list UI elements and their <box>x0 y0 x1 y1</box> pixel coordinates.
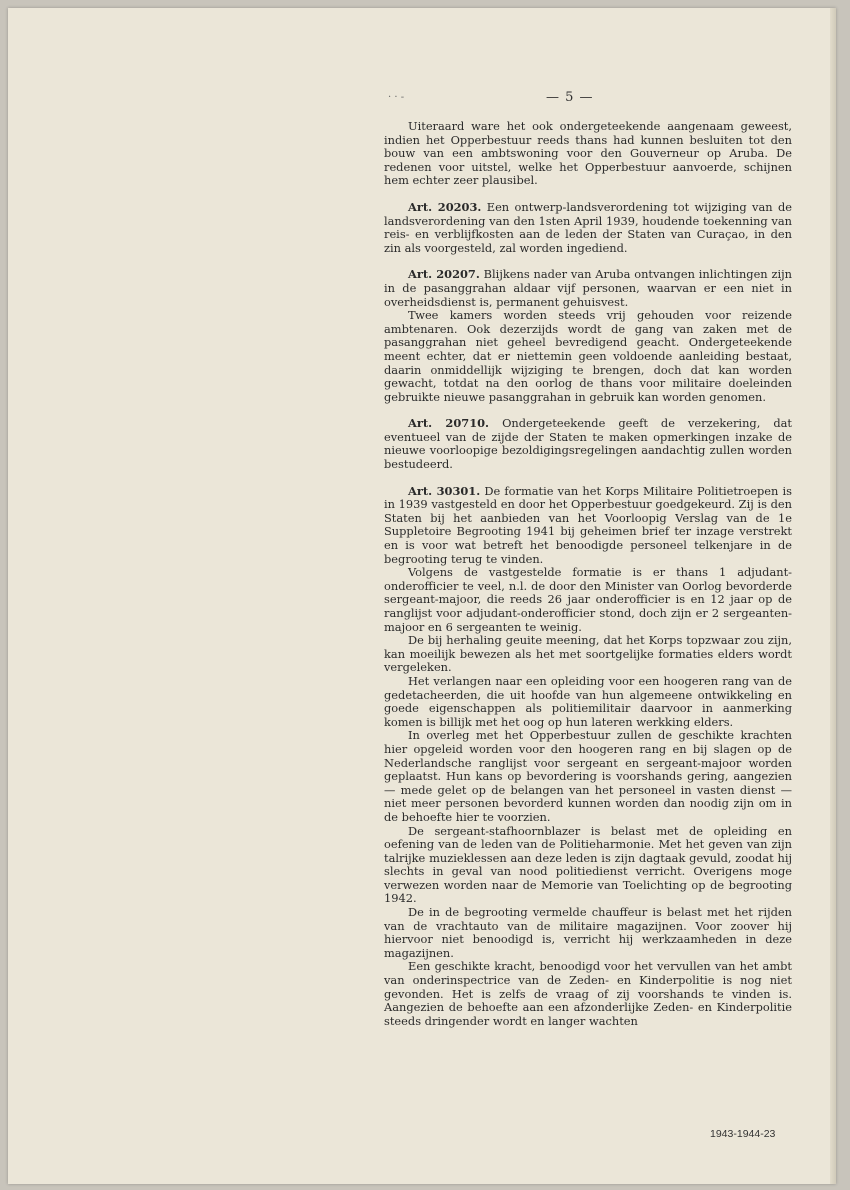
paragraph-text: De in de begrooting vermelde chauffeur is belast met het rijden van de vrachtauto van de militaire magazijnen. Voor zoover hij hiervoor niet benoodigd is, verricht hij werkzaamheden in deze magazijnen. <box>384 905 792 960</box>
paragraph-text: Een ontwerp-landsverordening tot wijziging van de landsverordening van den 1sten April 1939, houdende toekenning van reis- en verblijfkosten aan de leden der Staten van Curaçao, in den zin als voorgesteld, zal worden ingediend. <box>384 199 792 255</box>
paragraph-text: De sergeant-stafhoornblazer is belast met de opleiding en oefening van de leden van de Politieharmonie. Met het geven van zijn talrijke muzieklessen aan deze leden is zijn dagtaak gevuld, zoodat hij slechts in geval van nood politiedienst verricht. Overigens moge verwezen worden naar de Memorie van Toelichting op de begrooting 1942. <box>384 823 792 906</box>
paragraph-art-20203 <box>384 201 792 255</box>
paragraph <box>384 309 792 404</box>
article-label: Art. 20203. <box>408 199 482 214</box>
paragraph-text: Een geschikte kracht, benoodigd voor het vervullen van het ambt van onderinspectrice van de Zeden- en Kinderpolitie is nog niet gevonden. Het is zelfs de vraag of zij voorshands te vinden is. Aangezien de behoefte aan een afzonderlijke Zeden- en Kinderpolitie steeds dringender wordt en langer wachten <box>384 959 792 1028</box>
paragraph-text: Blijkens nader van Aruba ontvangen inlichtingen zijn in de pasanggrahan aldaar vijf personen, waarvan er een niet in overheidsdienst is, permanent gehuisvest. <box>384 267 792 309</box>
paragraph-text: Ondergeteekende geeft de verzekering, dat eventueel van de zijde der Staten te maken opmerkingen inzake de nieuwe voorloopige bezoldigingsregelingen aandachtig zullen worden bestudeerd. <box>384 416 792 472</box>
paragraph <box>384 729 792 824</box>
page-edge <box>830 8 836 1184</box>
article-label: Art. 30301. <box>408 483 481 498</box>
paragraph <box>384 906 792 960</box>
stray-marks: · · - <box>388 92 405 103</box>
paragraph-text: De bij herhaling geuite meening, dat het Korps topzwaar zou zijn, kan moeilijk bewezen als het met soortgelijke formaties elders wordt vergeleken. <box>384 633 792 675</box>
body-text <box>384 120 792 1028</box>
paragraph-text: Het verlangen naar een opleiding voor een hoogeren rang van de gedetacheerden, die uit hoofde van hun algemeene ontwikkeling en goede eigenschappen als politiemilitair daarvoor in aanmerking komen is billijk met het oog op hun lateren werkking elders. <box>384 673 792 729</box>
paragraph-text: De formatie van het Korps Militaire Politietroepen is in 1939 vastgesteld en door het Opperbestuur goedgekeurd. Zij is den Staten bij het aanbieden van het Voorloopig Verslag van de 1e Suppletoire Begrooting 1941 bij geheimen brief ter inzage verstrekt en is voor wat betreft het benoodigde personeel telkenjare in de begrooting terug te vinden. <box>384 483 792 566</box>
paragraph <box>384 675 792 729</box>
paragraph-text: Uiteraard ware het ook ondergeteekende aangenaam geweest, indien het Opperbestuur reeds thans had kunnen besluiten tot den bouw van een ambtswoning voor den Gouverneur op Aruba. De redenen voor uitstel, welke het Opperbestuur aanvoerde, schijnen hem echter zeer plausibel. <box>384 119 792 188</box>
document-page <box>8 8 836 1184</box>
paragraph <box>384 566 792 634</box>
paragraph <box>384 825 792 907</box>
paragraph-intro <box>384 120 792 188</box>
article-label: Art. 20207. <box>408 267 480 282</box>
paragraph-text: In overleg met het Opperbestuur zullen de geschikte krachten hier opgeleid worden voor den hoogeren rang en bij slagen op de Nederlandsche ranglijst voor sergeant en sergeant-majoor worden geplaatst. Hun kans op bevordering is voorshands gering, aangezien — mede gelet op de belangen van het personeel in vasten dienst — niet meer personen bevorderd kunnen worden dan noodig zijn om in de behoefte hier te voorzien. <box>384 728 792 824</box>
paragraph-art-20710 <box>384 417 792 471</box>
paragraph-text: Twee kamers worden steeds vrij gehouden voor reizende ambtenaren. Ook dezerzijds wordt de gang van zaken met de pasanggrahan niet geheel bevredigend geacht. Ondergeteekende meent echter, dat er niettemin geen voldoende aanleiding bestaat, daarin onmiddellijk wijziging te brengen, doch dat kan worden gewacht, totdat na den oorlog de thans voor militaire doeleinden gebruikte nieuwe pasanggrahan in gebruik kan worden genomen. <box>384 308 792 404</box>
paragraph <box>384 634 792 675</box>
paragraph-art-20207 <box>384 268 792 309</box>
page-number: — 5 — <box>546 90 594 105</box>
archive-code: 1943-1944-23 <box>710 1128 776 1140</box>
paragraph-text: Volgens de vastgestelde formatie is er thans 1 adjudant-onderofficier te veel, n.l. de door den Minister van Oorlog bevorderde sergeant-majoor, die reeds 26 jaar onderofficier is en 12 jaar op de ranglijst voor adjudant-onderofficier stond, doch zijn er 2 sergeanten-majoor en 6 sergeanten te weinig. <box>384 565 792 634</box>
paragraph <box>384 960 792 1028</box>
article-label: Art. 20710. <box>408 416 490 431</box>
paragraph-art-30301 <box>384 485 792 567</box>
